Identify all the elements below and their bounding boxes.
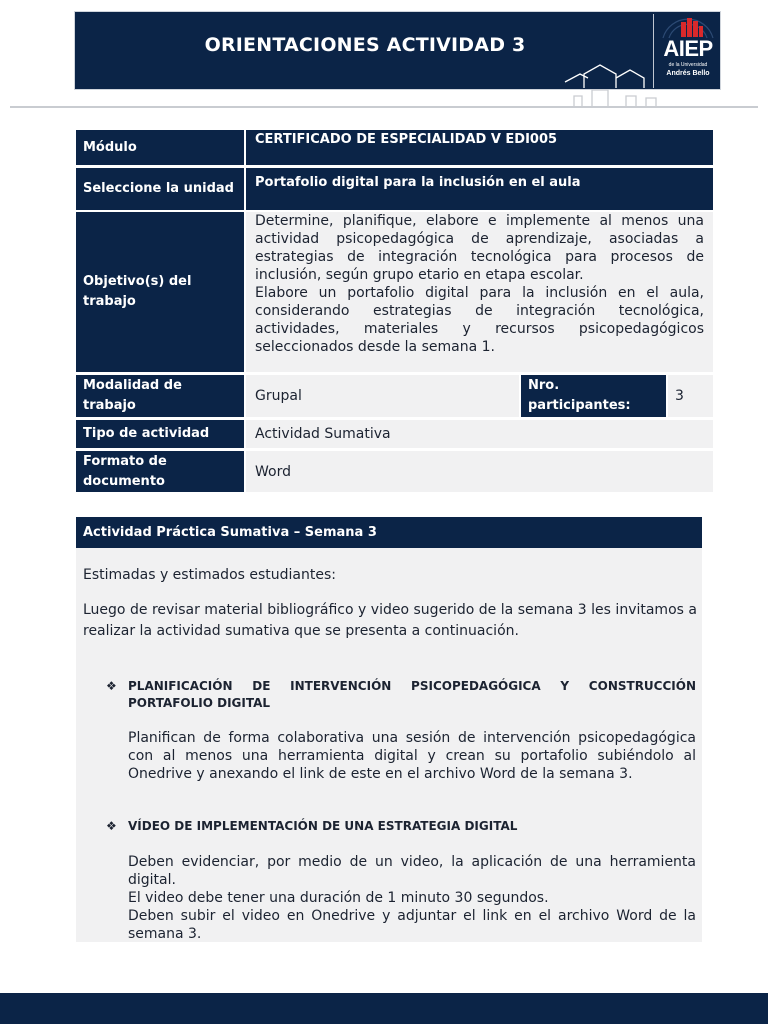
modalidad-label: Modalidad de trabajo [76, 375, 244, 417]
list-item [106, 678, 696, 712]
modalidad-value: Grupal [246, 375, 519, 417]
logo-subtitle-2: Andrés Bello [666, 70, 710, 77]
item-2-text [128, 853, 696, 943]
activity-heading: Actividad Práctica Sumativa – Semana 3 [76, 517, 702, 548]
modulo-label: Módulo [76, 130, 244, 165]
logo-subtitle-1: de la Universidad [668, 62, 708, 68]
houses-outline-icon [560, 60, 670, 110]
objetivo-label: Objetivo(s) del trabajo [76, 212, 244, 372]
item-2-title: VÍDEO DE IMPLEMENTACIÓN DE UNA ESTRATEGIA DIGITAL [128, 819, 518, 833]
greeting-text: Estimadas y estimados estudiantes: [83, 567, 336, 583]
footer-bar [0, 993, 768, 1024]
logo-text: AIEP [663, 36, 713, 61]
formato-label: Formato de documento [76, 451, 244, 492]
unidad-label: Seleccione la unidad [76, 168, 244, 210]
objetivo-paragraph-2: Elabore un portafolio digital para la inclusión en el aula, considerando estrategias de integración tecnológica, actividades, materiales y recursos psicopedagógicos seleccionados desde la semana 1. [255, 285, 704, 355]
formato-value: Word [246, 451, 713, 492]
tipo-value: Actividad Sumativa [246, 420, 713, 448]
item-2-line-3: Deben subir el video en Onedrive y adjuntar el link en el archivo Word de la semana 3. [128, 908, 696, 942]
tipo-label: Tipo de actividad [76, 420, 244, 448]
bullet-diamond-icon: ❖ [106, 679, 117, 693]
item-2-line-2: El video debe tener una duración de 1 minuto 30 segundos. [128, 890, 549, 906]
bullet-diamond-icon: ❖ [106, 819, 117, 833]
item-1-text: Planifican de forma colaborativa una sesión de intervención psicopedagógica con al menos una herramienta digital y crean su portafolio subiéndolo al Onedrive y anexando el link de este en el archivo Word de la semana 3. [128, 730, 696, 782]
participantes-label: Nro. participantes: [521, 375, 666, 417]
list-item [106, 818, 696, 835]
activity-body [76, 548, 702, 942]
modulo-value: CERTIFICADO DE ESPECIALIDAD V EDI005 [246, 130, 713, 165]
participantes-value: 3 [668, 375, 713, 417]
page-title: ORIENTACIONES ACTIVIDAD 3 [204, 34, 526, 56]
objetivo-paragraph-1: Determine, planifique, elabore e implemente al menos una actividad psicopedagógica de aprendizaje, asociadas a estrategias de integración tecnológica para procesos de inclusión, según grupo etario en etapa escolar. [255, 213, 704, 283]
objetivo-value [246, 212, 713, 372]
item-2-line-1: Deben evidenciar, por medio de un video, la aplicación de una herramienta digital. [128, 854, 696, 888]
unidad-value: Portafolio digital para la inclusión en el aula [246, 168, 713, 210]
item-1-title: PLANIFICACIÓN DE INTERVENCIÓN PSICOPEDAGÓGICA Y CONSTRUCCIÓN PORTAFOLIO DIGITAL [128, 679, 696, 710]
header-separator-line [10, 106, 758, 108]
intro-text: Luego de revisar material bibliográfico y video sugerido de la semana 3 les invitamos a realizar la actividad sumativa que se presenta a continuación. [83, 602, 697, 639]
